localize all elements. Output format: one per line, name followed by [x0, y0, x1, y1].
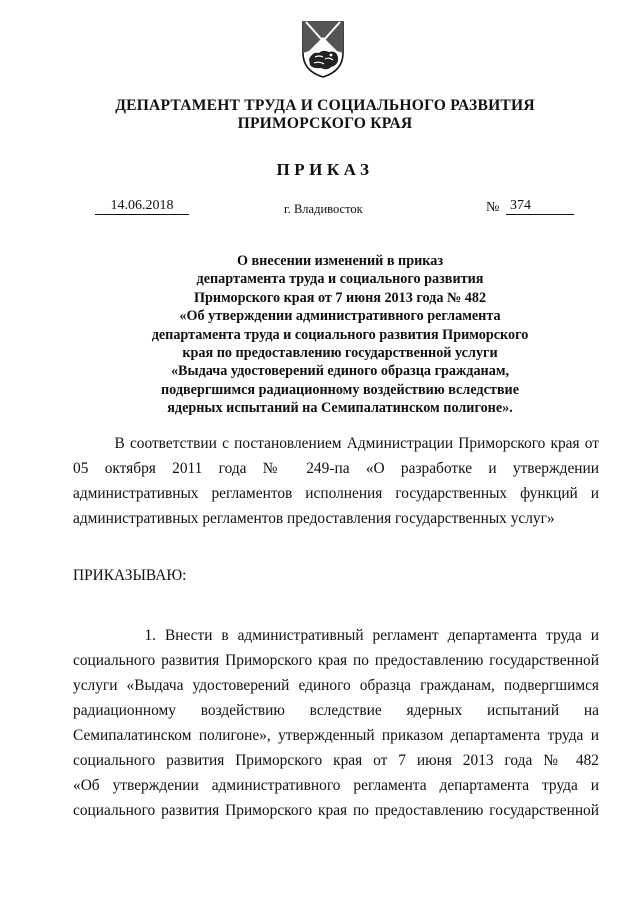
item-line: «Об утверждении административного регламента департамента труда и [73, 777, 599, 794]
order-number-label: № [486, 200, 500, 215]
order-date: 14.06.2018 [95, 198, 189, 215]
document-type-title: ПРИКАЗ [276, 160, 374, 179]
order-number-field [506, 198, 574, 215]
department-name-line2: ПРИМОРСКОГО КРАЯ [237, 115, 413, 132]
subject-line: ядерных испытаний на Семипалатинском полигоне». [167, 400, 513, 417]
item-line: социального развития Приморского края от 7 июня 2013 года № 482 [73, 752, 599, 769]
subject-line: департамента труда и социального развития Приморского [151, 326, 529, 343]
item-line: радиационному воздействию вследствие ядерных испытаний на [73, 702, 599, 719]
item-line: социального развития Приморского края по предоставлению государственной [73, 802, 599, 819]
order-number: 374 [510, 198, 531, 213]
subject-line: департамента труда и социального развития [196, 271, 484, 288]
item-line: социального развития Приморского края по предоставлению государственной [73, 652, 599, 669]
item-1-paragraph [73, 623, 599, 823]
subject-line: Приморского края от 7 июня 2013 года № 482 [193, 289, 487, 306]
preamble-line: административных регламентов предоставления государственных услуг» [73, 510, 555, 527]
order-city: г. Владивосток [284, 202, 363, 216]
preamble-line: 05 октября 2011 года № 249-па «О разработке и утверждении [73, 460, 599, 477]
department-name-line1: ДЕПАРТАМЕНТ ТРУДА И СОЦИАЛЬНОГО РАЗВИТИЯ [115, 97, 535, 114]
subject-line: «Выдача удостоверений единого образца гражданам, [170, 363, 510, 380]
preamble-line: В соответствии с постановлением Администрации Приморского края от [73, 435, 599, 452]
subject-line: края по предоставлению государственной услуги [182, 345, 498, 362]
coat-of-arms-emblem [301, 19, 345, 79]
item-line: Семипалатинском полигоне», утвержденный приказом департамента труда и [73, 727, 599, 744]
preamble-line: административных регламентов исполнения государственных функций и [73, 485, 599, 502]
subject-line: «Об утверждении административного регламента [179, 308, 501, 325]
subject-line: подвергшимся радиационному воздействию вследствие [160, 381, 520, 398]
preamble-paragraph [73, 431, 599, 531]
order-subject [100, 252, 580, 418]
subject-line: О внесении изменений в приказ [236, 253, 444, 269]
item-line: 1. Внести в административный регламент департамента труда и [73, 627, 599, 644]
order-directive-word: ПРИКАЗЫВАЮ: [73, 567, 187, 584]
item-line: услуги «Выдача удостоверений единого образца гражданам, подвергшимся [73, 677, 599, 694]
